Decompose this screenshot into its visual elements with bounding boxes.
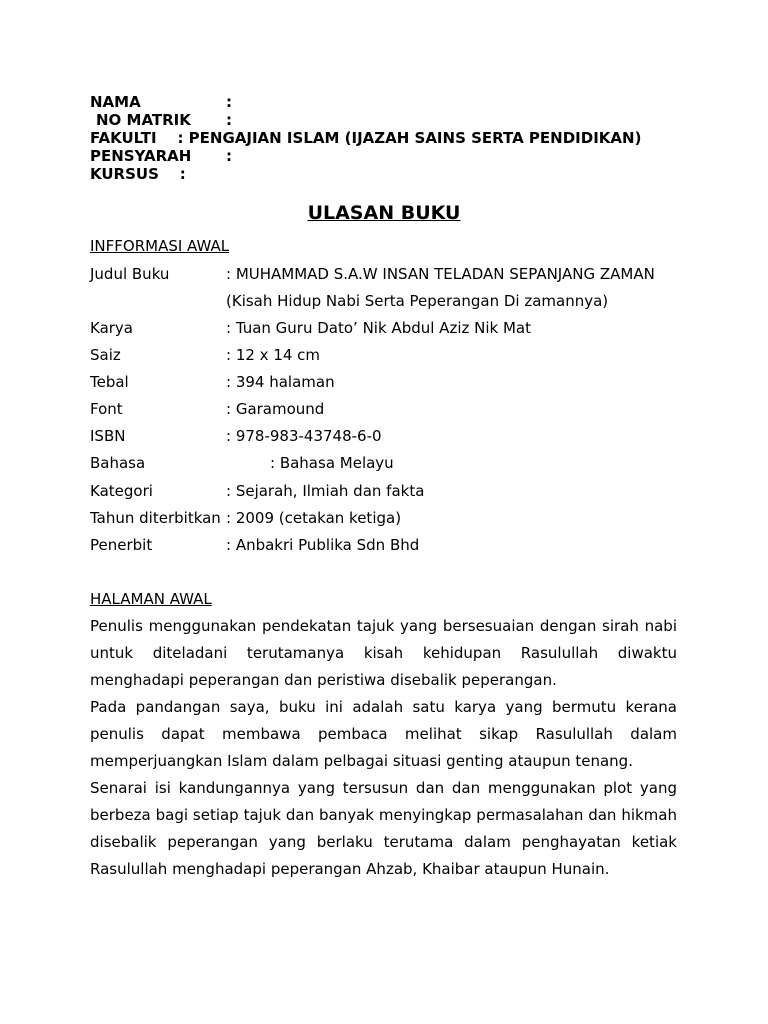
info-label: ISBN (90, 427, 126, 445)
info-heading: INFFORMASI AWAL (90, 237, 230, 255)
fakulti-line: FAKULTI : PENGAJIAN ISLAM (IJAZAH SAINS SERTA PENDIDIKAN) (90, 129, 642, 147)
info-label: Tebal (90, 373, 129, 391)
nama-colon: : (226, 93, 232, 111)
halaman-body (90, 613, 677, 883)
matrik-label: NO MATRIK (96, 111, 191, 129)
info-label: Bahasa (90, 454, 146, 472)
paragraph: Senarai isi kandungannya yang tersusun dan dan menggunakan plot yang berbeza bagi setiap tajuk dan banyak menyingkap permasalahan dan hikmah disebalik peperangan yang berlaku terutama dalam penghayatan ketiak Rasulullah menghadapi peperangan Ahzab, Khaibar ataupun Hunain. (90, 779, 677, 878)
info-value: : Tuan Guru Dato’ Nik Abdul Aziz Nik Mat (226, 319, 531, 337)
paragraph: Penulis menggunakan pendekatan tajuk yang bersesuaian dengan sirah nabi untuk diteladani terutamanya kisah kehidupan Rasulullah diwaktu menghadapi peperangan dan peristiwa disebalik peperangan. (90, 617, 677, 689)
nama-label: NAMA (90, 93, 141, 111)
halaman-heading: HALAMAN AWAL (90, 590, 212, 608)
info-value-subtitle: (Kisah Hidup Nabi Serta Peperangan Di zamannya) (226, 292, 609, 310)
info-value: : Bahasa Melayu (270, 454, 394, 472)
info-value: : 394 halaman (226, 373, 335, 391)
info-value: : MUHAMMAD S.A.W INSAN TELADAN SEPANJANG ZAMAN (226, 265, 655, 283)
info-label: Font (90, 400, 123, 418)
info-value: : 2009 (cetakan ketiga) (226, 509, 402, 527)
info-value: : 978-983-43748-6-0 (226, 427, 382, 445)
info-value: : Sejarah, Ilmiah dan fakta (226, 482, 425, 500)
info-label: Karya (90, 319, 134, 337)
info-value: : 12 x 14 cm (226, 346, 321, 364)
info-label: Saiz (90, 346, 121, 364)
paragraph: Pada pandangan saya, buku ini adalah satu karya yang bermutu kerana penulis dapat membawa pembaca melihat sikap Rasulullah dalam memperjuangkan Islam dalam pelbagai situasi genting ataupun tenang. (90, 698, 677, 770)
info-value: : Anbakri Publika Sdn Bhd (226, 536, 420, 554)
info-label: Penerbit (90, 536, 153, 554)
page-title: ULASAN BUKU (307, 202, 461, 224)
kursus-line: KURSUS : (90, 165, 186, 183)
info-label: Kategori (90, 482, 153, 500)
info-label: Judul Buku (90, 265, 170, 283)
info-label: Tahun diterbitkan (90, 509, 221, 527)
pensyarah-label: PENSYARAH (90, 147, 192, 165)
info-value: : Garamound (226, 400, 325, 418)
matrik-colon: : (226, 111, 232, 129)
pensyarah-colon: : (226, 147, 232, 165)
